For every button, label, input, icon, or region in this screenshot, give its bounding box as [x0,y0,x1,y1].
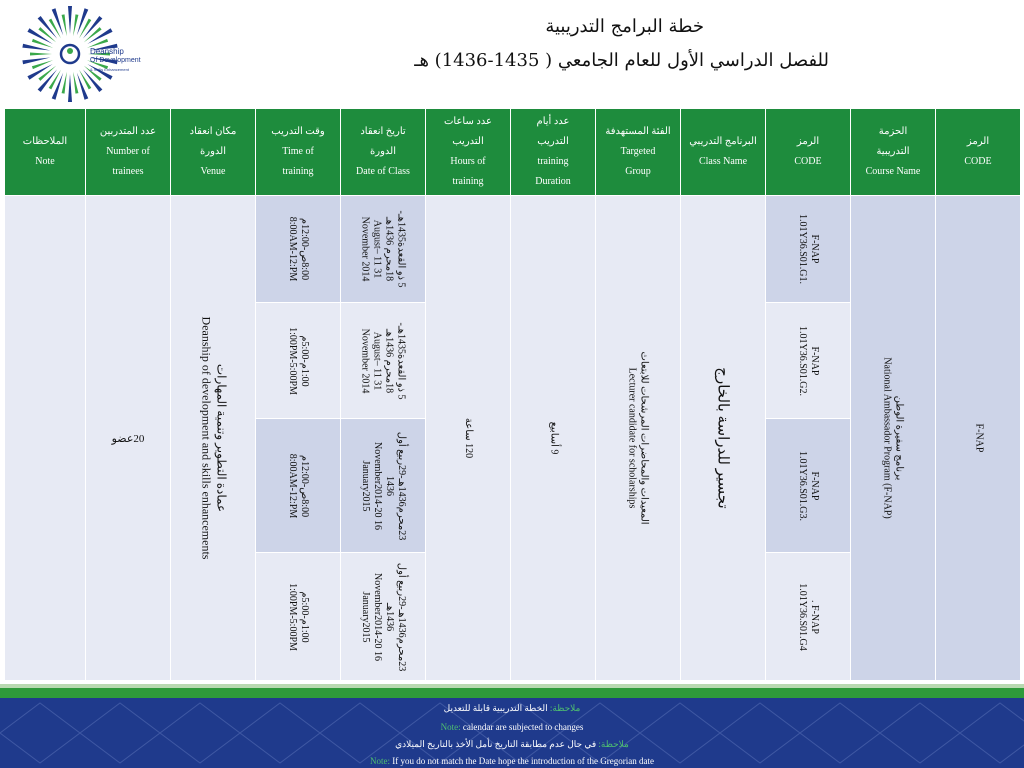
cell-course-name: برنامج سفيرة الوطن National Ambassador Program (F-NAP) [851,196,936,681]
cell-duration: 9 أسابيع [511,196,596,681]
footer-line-2: Note: calendar are subjected to changes [440,722,584,732]
deanship-logo [18,2,158,106]
col-header-course-name: الحزمة التدريبية Course Name [851,109,936,196]
cell-main-code: F-NAP [936,196,1021,681]
logo-text-3: & Skills Enhancement [90,67,129,72]
cell-date: 23محرم1436هـ-29ربيع أول 1436هـ 16 November2014-20 January2015 [341,553,426,681]
cell-date: 23محرم1436هـ-29ربيع أول 1436 16 November2014-20 January2015 [341,419,426,553]
cell-group-code: F-NAP .1.01Y36.S01.G3 [766,419,851,553]
table-row [5,196,1021,303]
cell-group-code: F-NAP .1.01Y36.S01.G1 [766,196,851,303]
footer-stripe-green [0,688,1024,698]
col-header-date: تاريخ انعقاد الدورة Date of Class [341,109,426,196]
cell-date: 5 ذو القعدة1435هـ- 18محرم 1436هـ 31 August– 11 November 2014 [341,303,426,419]
cell-group-code: F-NAP .1.01Y36.S01.G2 [766,303,851,419]
col-header-hours: عدد ساعات التدريب Hours of training [426,109,511,196]
page-subtitle: للفصل الدراسي الأول للعام الجامعي ( 1435-1436) هـ [414,50,829,71]
col-header-time: وقت التدريب Time of training [256,109,341,196]
cell-trainees: 20عضو [86,196,171,681]
footer-line-3: ملاحظة: في حال عدم مطابقة التاريخ نأمل الأخذ بالتاريخ الميلادي [395,739,629,749]
cell-notes [5,196,86,681]
logo-text-2: Of Development [90,57,141,64]
col-header-duration: عدد أيام التدريب training Duration [511,109,596,196]
cell-venue: عمادة التطوير وتنمية المهارات Deanship of development and skills enhancements [171,196,256,681]
cell-date: 5 ذو القعدة1435هـ- 18محرم 1436هـ 31 August– 11 November 2014 [341,196,426,303]
cell-group-code: F-NAP . 1.01Y36.S01.G4 [766,553,851,681]
page-title: خطة البرامج التدريبية [545,16,704,37]
col-header-class-name: البرنامج التدريبي Class Name [681,109,766,196]
training-plan-table [4,108,1021,681]
table-header-row [5,109,1021,196]
cell-target-group: المعيدات والمحاضرات المرشحات للابتعاث Lecturer candidate for scholarships [596,196,681,681]
cell-time: 8:00ص-12:00م 8:00AM-12:PM [256,419,341,553]
footer-line-1: ملاحظة: الخطة التدريبية قابلة للتعديل [443,703,581,713]
footer-line-4: Note: If you do not match the Date hope the introduction of the Gregorian date [370,756,654,766]
col-header-group-code: الرمز CODE [766,109,851,196]
logo-text-1: Deanship [90,47,124,56]
cell-hours: 120 ساعة [426,196,511,681]
footer-notes-band [0,684,1024,768]
col-header-target-group: الفئة المستهدفة Targeted Group [596,109,681,196]
cell-class-name: تجسير للدراسة بالخارج [681,196,766,681]
col-header-notes: الملاحظات Note [5,109,86,196]
cell-time: 1:00م-5:00م 1:00PM-5:00PM [256,553,341,681]
cell-time: 1:00م-5:00م 1:00PM-5:00PM [256,303,341,419]
col-header-code: الرمز CODE [936,109,1021,196]
col-header-trainees: عدد المتدربين Number of trainees [86,109,171,196]
cell-time: 8:00ص-12:00م 8:00AM-12:PM [256,196,341,303]
col-header-venue: مكان انعقاد الدورة Venue [171,109,256,196]
